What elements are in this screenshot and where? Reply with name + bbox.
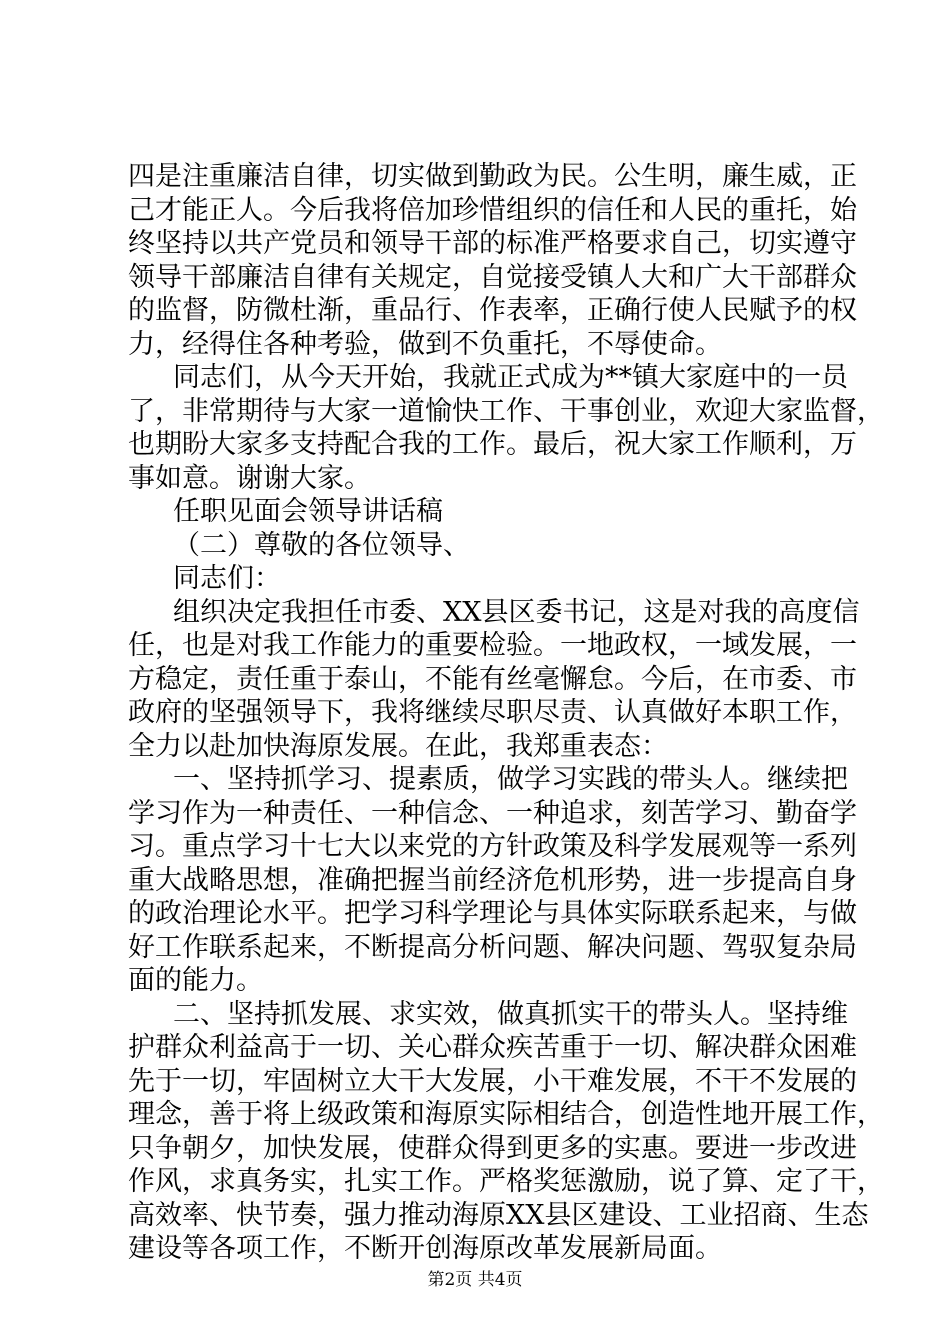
text-line: 二、坚持抓发展、求实效，做真抓实干的带头人。坚持维 — [173, 998, 848, 1030]
text-line: 的监督，防微杜渐，重品行、作表率，正确行使人民赋予的权 — [128, 295, 857, 326]
paragraph-2 — [128, 361, 884, 495]
text-line: 同志们，从今天开始，我就正式成为**镇大家庭中的一员 — [173, 362, 848, 393]
text-line: 也期盼大家多支持配合我的工作。最后，祝大家工作顺利，万 — [128, 429, 857, 460]
text-line: 高效率、快节奏，强力推动海原XX县区建设、工业招商、生态 — [128, 1199, 869, 1231]
text-line: 政府的坚强领导下，我将继续尽职尽责、认真做好本职工作， — [128, 697, 857, 728]
text-line: 己才能正人。今后我将倍加珍惜组织的信任和人民的重托，始 — [128, 194, 857, 226]
text-line: 四是注重廉洁自律，切实做到勤政为民。公生明，廉生威，正 — [128, 161, 857, 192]
text-line: 同志们： — [173, 563, 281, 594]
text-line: 力，经得住各种考验，做到不负重托，不辱使命。 — [128, 328, 722, 360]
text-line: 任，也是对我工作能力的重要检验。一地政权，一域发展，一 — [128, 630, 857, 661]
text-line: 方稳定，责任重于泰山，不能有丝毫懈怠。今后，在市委、市 — [128, 663, 857, 695]
text-line: 了，非常期待与大家一道愉快工作、干事创业，欢迎大家监督， — [128, 395, 884, 427]
paragraph-point-2 — [128, 998, 884, 1266]
salutation — [128, 529, 832, 563]
text-line: 先于一切，牢固树立大干大发展，小干难发展，不干不发展的 — [128, 1065, 857, 1097]
text-line: 全力以赴加快海原发展。在此，我郑重表态： — [128, 730, 668, 762]
text-line: 组织决定我担任市委、XX县区委书记，这是对我的高度信 — [173, 596, 860, 628]
paragraph-point-1 — [128, 763, 857, 998]
salutation-continued — [128, 562, 832, 596]
speech-title — [128, 495, 832, 529]
document-body — [128, 160, 884, 1266]
text-line: （二）尊敬的各位领导、 — [173, 529, 470, 561]
page-number-footer: 第2页 共4页 — [427, 1270, 523, 1290]
text-line: 一、坚持抓学习、提素质，做学习实践的带头人。继续把 — [173, 764, 848, 795]
text-line: 只争朝夕，加快发展，使群众得到更多的实惠。要进一步改进 — [128, 1132, 857, 1164]
paragraph-1 — [128, 160, 857, 361]
text-line: 重大战略思想，准确把握当前经济危机形势，进一步提高自身 — [128, 864, 857, 896]
text-line: 好工作联系起来，不断提高分析问题、解决问题、驾驭复杂局 — [128, 931, 857, 963]
text-line: 事如意。谢谢大家。 — [128, 462, 371, 494]
text-line: 面的能力。 — [128, 965, 263, 996]
text-line: 任职见面会领导讲话稿 — [173, 496, 443, 527]
text-line: 建设等各项工作，不断开创海原改革发展新局面。 — [128, 1233, 722, 1264]
text-line: 习。重点学习十七大以来党的方针政策及科学发展观等一系列 — [128, 831, 857, 862]
text-line: 理念，善于将上级政策和海原实际相结合，创造性地开展工作， — [128, 1099, 884, 1130]
text-line: 学习作为一种责任、一种信念、一种追求，刻苦学习、勤奋学 — [128, 797, 857, 829]
text-line: 的政治理论水平。把学习科学理论与具体实际联系起来，与做 — [128, 898, 857, 929]
text-line: 终坚持以共产党员和领导干部的标准严格要求自己，切实遵守 — [128, 228, 857, 259]
paragraph-intro — [128, 596, 860, 764]
text-line: 领导干部廉洁自律有关规定，自觉接受镇人大和广大干部群众 — [128, 261, 857, 293]
text-line: 护群众利益高于一切、关心群众疾苦重于一切、解决群众困难 — [128, 1032, 857, 1063]
text-line: 作风，求真务实，扎实工作。严格奖惩激励，说了算、定了干， — [128, 1166, 884, 1197]
